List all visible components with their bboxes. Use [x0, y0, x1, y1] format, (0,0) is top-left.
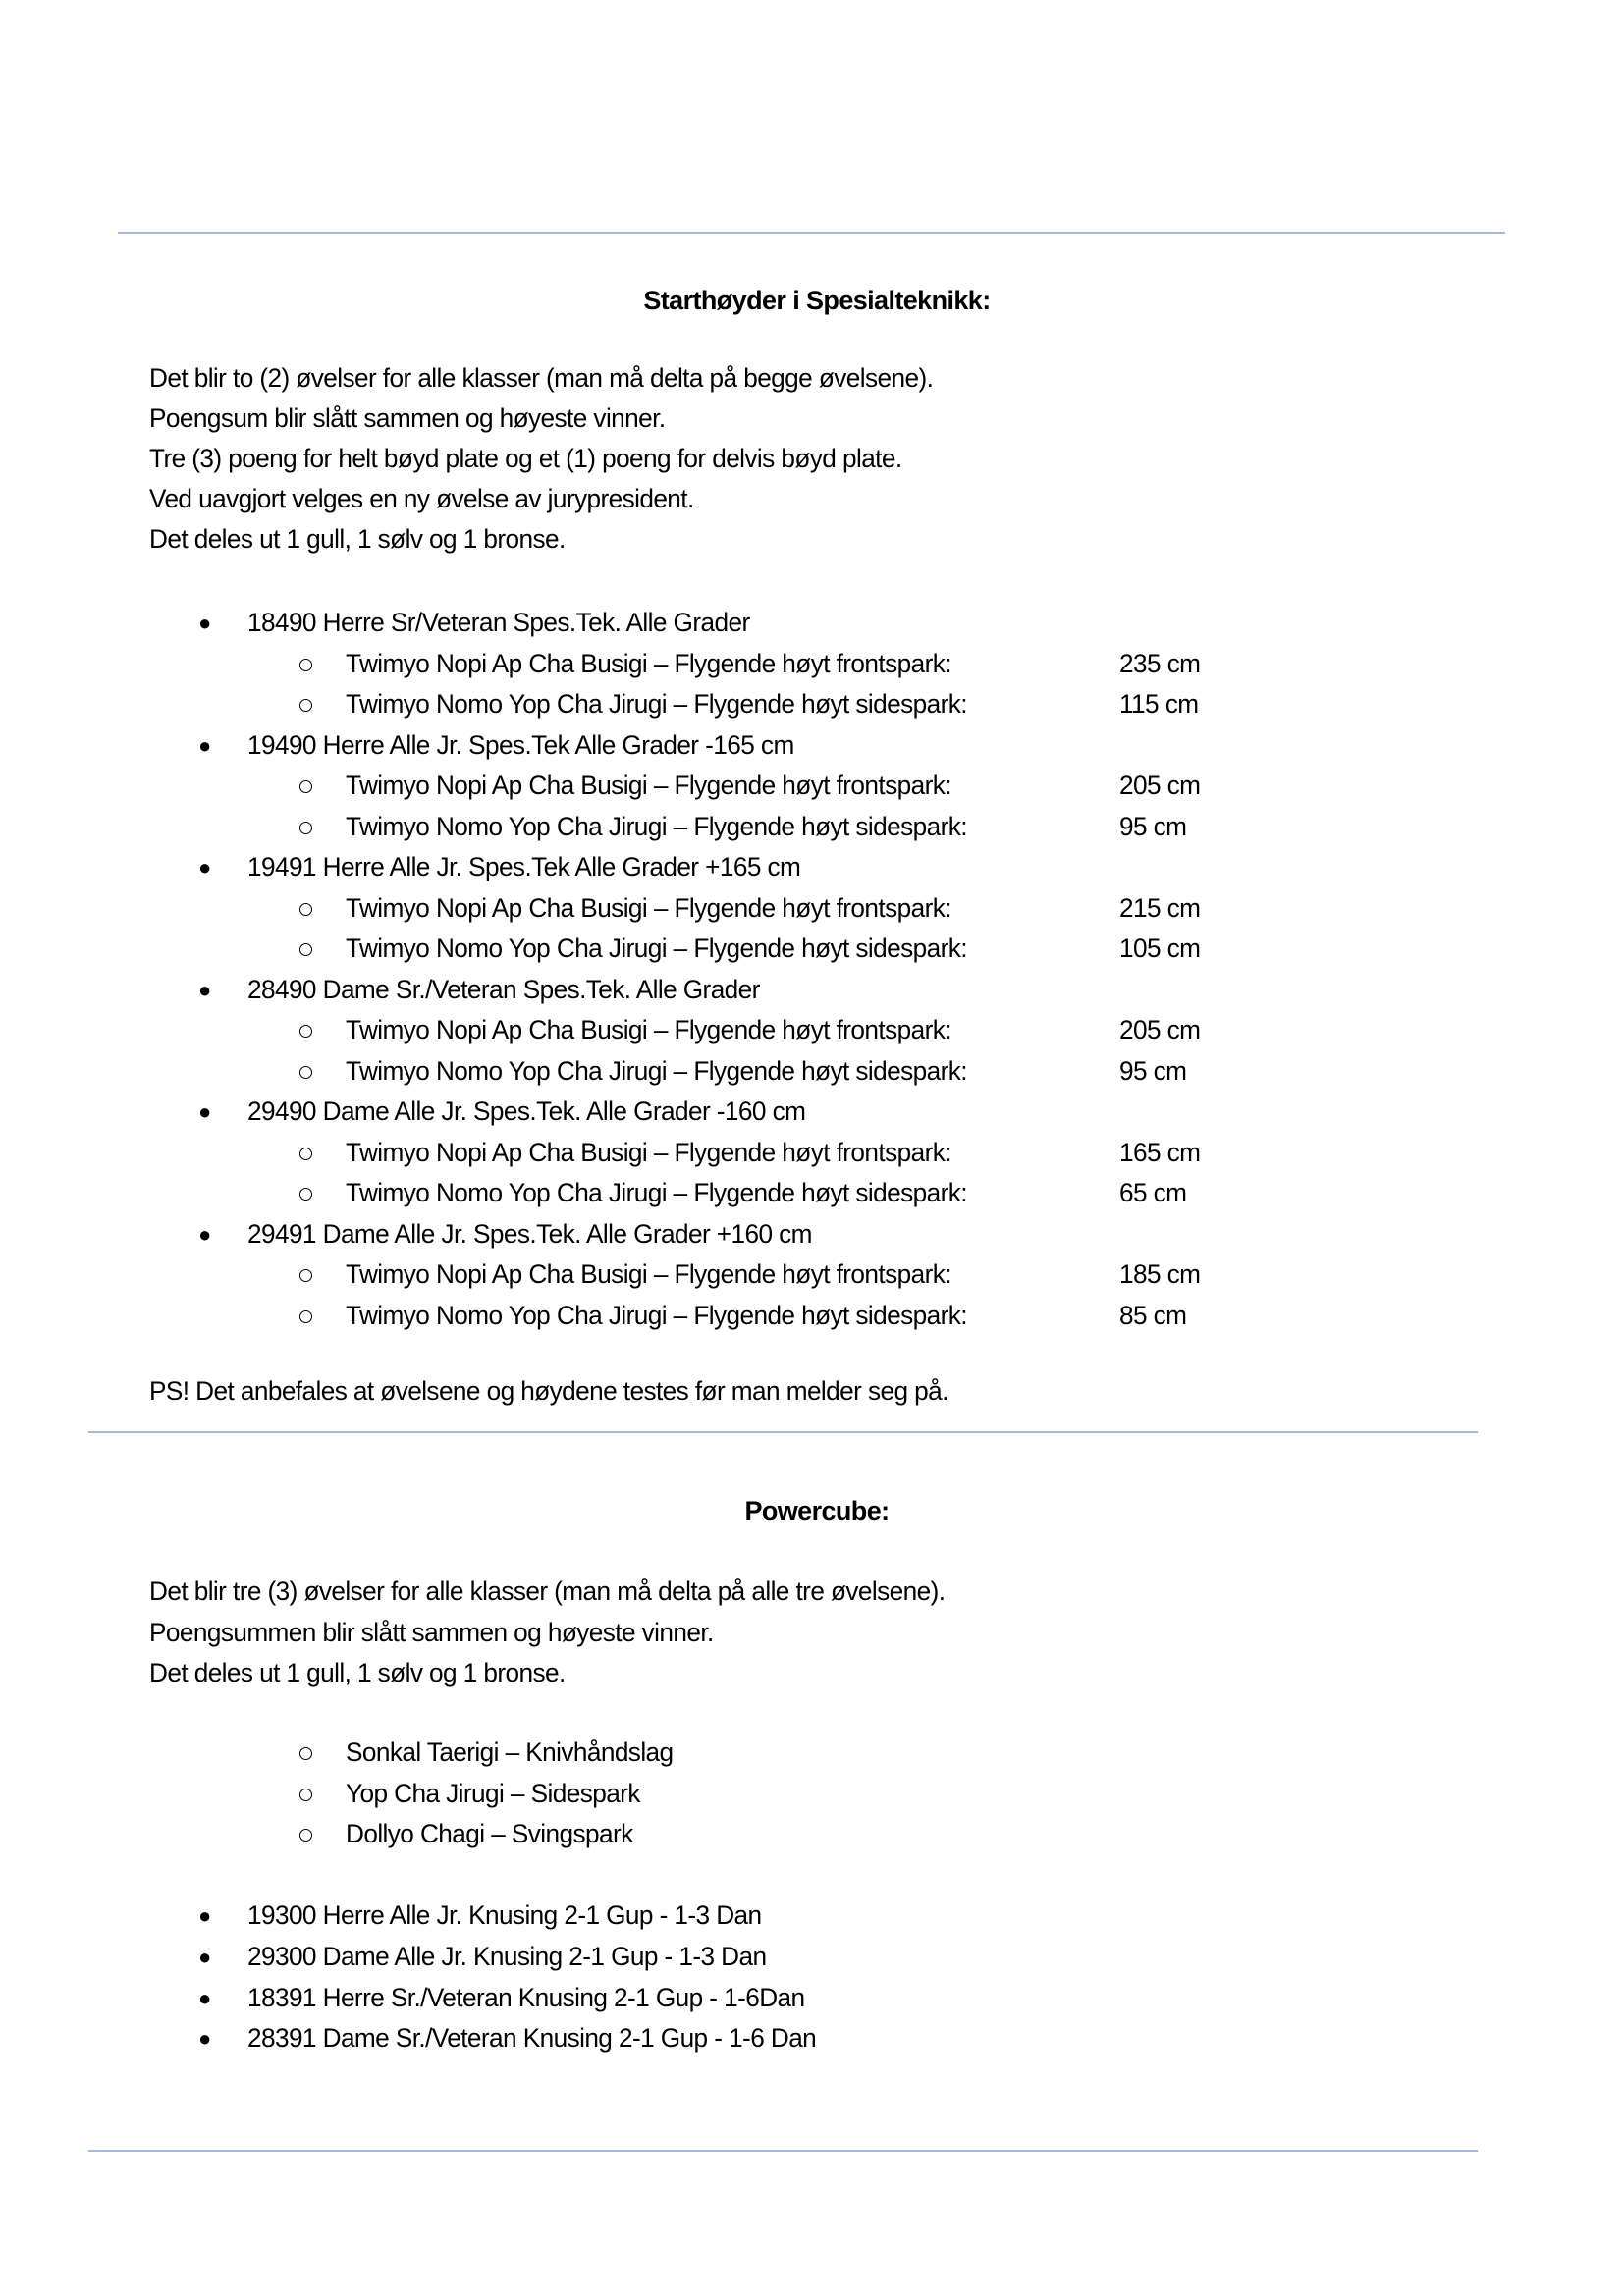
start-height-value: 185 cm — [1119, 1259, 1201, 1289]
bullet-icon: ● — [198, 855, 212, 880]
start-height-value: 235 cm — [1119, 648, 1201, 678]
bullet-icon: ● — [198, 1903, 212, 1928]
circle-bullet-icon — [299, 1310, 312, 1323]
exercise-name: Twimyo Nopi Ap Cha Busigi – Flygende høyt frontspark: — [346, 648, 951, 678]
start-height-value: 165 cm — [1119, 1137, 1201, 1167]
bullet-icon: ● — [198, 1985, 212, 2010]
start-height-value: 105 cm — [1119, 934, 1201, 963]
circle-bullet-icon — [299, 1829, 312, 1842]
exercise-item: Dollyo Chagi – Svingspark — [346, 1819, 633, 1848]
start-height-value: 95 cm — [1119, 1055, 1187, 1086]
class-label: 19490 Herre Alle Jr. Spes.Tek Alle Grader -165 cm — [247, 729, 794, 760]
exercise-name: Twimyo Nomo Yop Cha Jirugi – Flygende høyt sidespark: — [346, 1300, 967, 1330]
paragraph-line: Poengsum blir slått sammen og høyeste vinner. — [149, 403, 666, 433]
paragraph-line: Det deles ut 1 gull, 1 sølv og 1 bronse. — [149, 524, 566, 554]
bullet-icon: ● — [198, 2026, 212, 2052]
divider-middle — [88, 1431, 1478, 1433]
circle-bullet-icon — [299, 780, 312, 793]
bullet-icon: ● — [198, 1944, 212, 1969]
circle-bullet-icon — [299, 943, 312, 956]
exercise-name: Twimyo Nopi Ap Cha Busigi – Flygende høyt frontspark: — [346, 771, 951, 800]
class-label: 28391 Dame Sr./Veteran Knusing 2-1 Gup - 1-6 Dan — [247, 2023, 817, 2054]
paragraph-line: Det deles ut 1 gull, 1 sølv og 1 bronse. — [149, 1658, 566, 1687]
circle-bullet-icon — [299, 1188, 312, 1201]
paragraph-line: Det blir tre (3) øvelser for alle klasser (man må delta på alle tre øvelsene). — [149, 1576, 946, 1606]
start-height-value: 85 cm — [1119, 1300, 1187, 1330]
exercise-item: Sonkal Taerigi – Knivhåndslag — [346, 1737, 674, 1767]
class-label: 29300 Dame Alle Jr. Knusing 2-1 Gup - 1-3 Dan — [247, 1941, 767, 1971]
class-label: 28490 Dame Sr./Veteran Spes.Tek. Alle Grader — [247, 974, 760, 1004]
bullet-icon: ● — [198, 1099, 212, 1124]
bullet-icon: ● — [198, 977, 212, 1002]
exercise-item: Yop Cha Jirugi – Sidespark — [346, 1778, 640, 1808]
class-label: 29490 Dame Alle Jr. Spes.Tek. Alle Grader -160 cm — [247, 1096, 806, 1126]
start-height-value: 205 cm — [1119, 771, 1201, 800]
exercise-name: Twimyo Nopi Ap Cha Busigi – Flygende høyt frontspark: — [346, 1015, 951, 1044]
exercise-name: Twimyo Nomo Yop Cha Jirugi – Flygende høyt sidespark: — [346, 1178, 967, 1207]
start-height-value: 215 cm — [1119, 892, 1201, 923]
start-height-value: 65 cm — [1119, 1178, 1187, 1207]
circle-bullet-icon — [299, 1789, 312, 1801]
class-label: 19300 Herre Alle Jr. Knusing 2-1 Gup - 1-3 Dan — [247, 1900, 762, 1930]
circle-bullet-icon — [299, 659, 312, 671]
circle-bullet-icon — [299, 1066, 312, 1079]
class-label: 19491 Herre Alle Jr. Spes.Tek Alle Grader +165 cm — [247, 852, 801, 881]
exercise-name: Twimyo Nopi Ap Cha Busigi – Flygende høyt frontspark: — [346, 1259, 951, 1289]
section-title-spesialteknikk: Starthøyder i Spesialteknikk: — [643, 286, 991, 315]
paragraph-line: Det blir to (2) øvelser for alle klasser (man må delta på begge øvelsene). — [149, 363, 934, 393]
paragraph-line: Tre (3) poeng for helt bøyd plate og et (1) poeng for delvis bøyd plate. — [149, 444, 902, 473]
circle-bullet-icon — [299, 699, 312, 712]
divider-top — [118, 232, 1505, 234]
class-label: 18391 Herre Sr./Veteran Knusing 2-1 Gup - 1-6Dan — [247, 1982, 805, 2012]
exercise-name: Twimyo Nomo Yop Cha Jirugi – Flygende høyt sidespark: — [346, 689, 967, 719]
exercise-name: Twimyo Nomo Yop Cha Jirugi – Flygende høyt sidespark: — [346, 934, 967, 963]
circle-bullet-icon — [299, 1747, 312, 1760]
exercise-name: Twimyo Nomo Yop Cha Jirugi – Flygende høyt sidespark: — [346, 1055, 967, 1086]
divider-bottom — [88, 2150, 1478, 2152]
start-height-value: 205 cm — [1119, 1015, 1201, 1044]
circle-bullet-icon — [299, 1025, 312, 1038]
paragraph-line: Ved uavgjort velges en ny øvelse av jurypresident. — [149, 484, 694, 513]
circle-bullet-icon — [299, 1269, 312, 1282]
circle-bullet-icon — [299, 903, 312, 916]
start-height-value: 95 cm — [1119, 811, 1187, 841]
bullet-icon: ● — [198, 1221, 212, 1247]
class-label: 18490 Herre Sr/Veteran Spes.Tek. Alle Grader — [247, 608, 750, 637]
bullet-icon: ● — [198, 611, 212, 635]
circle-bullet-icon — [299, 1148, 312, 1160]
section-title-powercube: Powercube: — [744, 1496, 890, 1525]
class-label: 29491 Dame Alle Jr. Spes.Tek. Alle Grader +160 cm — [247, 1218, 812, 1249]
start-height-value: 115 cm — [1119, 689, 1199, 719]
exercise-name: Twimyo Nopi Ap Cha Busigi – Flygende høyt frontspark: — [346, 892, 951, 923]
circle-bullet-icon — [299, 822, 312, 834]
exercise-name: Twimyo Nomo Yop Cha Jirugi – Flygende høyt sidespark: — [346, 811, 967, 841]
bullet-icon: ● — [198, 732, 212, 758]
ps-note: PS! Det anbefales at øvelsene og høydene testes før man melder seg på. — [149, 1376, 948, 1406]
paragraph-line: Poengsummen blir slått sammen og høyeste vinner. — [149, 1617, 714, 1647]
exercise-name: Twimyo Nopi Ap Cha Busigi – Flygende høyt frontspark: — [346, 1137, 951, 1167]
